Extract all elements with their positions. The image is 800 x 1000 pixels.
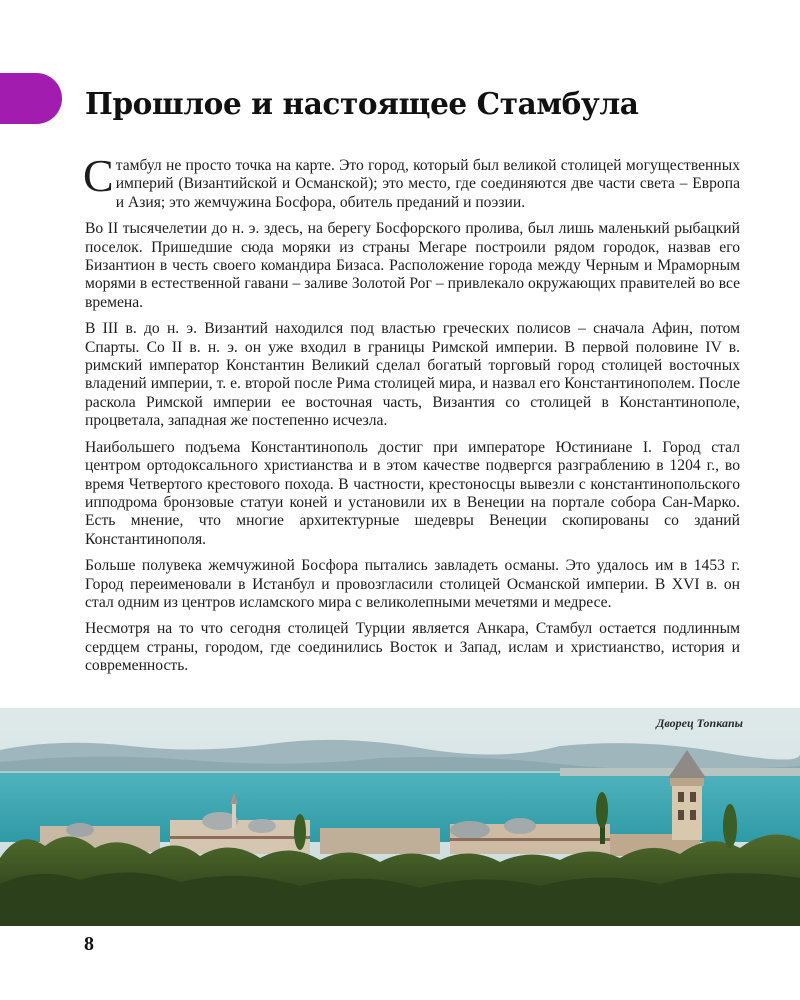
- intro-paragraph: [83, 150, 740, 212]
- topkapi-palace-photo: [0, 708, 800, 926]
- page-title: Прошлое и настоящее Стамбула: [85, 86, 639, 121]
- photo-caption: Дворец Топкапы: [656, 716, 743, 730]
- intro-text: тамбул не просто точка на карте. Это город, который был великой столицей могущественных империй (Византийской и Османской); это место, где соединяются две части света – Европа и Азия; это жемчужина Босфора, обитель преданий и поэзии.: [115, 157, 740, 211]
- paragraph-modern: Несмотря на то что сегодня столицей Турции является Анкара, Стамбул остается подлинным сердцем страны, городом, где соединились Восток и Запад, ислам и христианство, история и современность.: [85, 620, 740, 675]
- chapter-tab-marker: [0, 73, 62, 124]
- article-body: [83, 150, 740, 684]
- drop-cap: С: [83, 150, 114, 201]
- page-number: 8: [84, 933, 94, 955]
- paragraph-fishing-village: Во II тысячелетии до н. э. здесь, на берегу Босфорского пролива, был лишь маленький рыбацкий поселок. Пришедшие сюда моряки из страны Мегаре построили рядом городок, назвав его Бизантион в честь своего командира Бизаса. Расположение города между Черным и Мраморным морями в естественной гавани – заливе Золотой Рог – привлекало окружающих правителей во все времена.: [85, 220, 740, 311]
- paragraph-ottoman: Больше полувека жемчужиной Босфора пытались завладеть османы. Это удалось им в 1453 г. Город переименовали в Истанбул и провозгласили столицей Османской империи. В XVI в. он стал одним из центров исламского мира с великолепными мечетями и медресе.: [85, 557, 740, 611]
- paragraph-justinian: Наибольшего подъема Константинополь достиг при императоре Юстиниане I. Город стал центром ортодоксального христианства и в этом качестве подвергся разграблению в 1204 г., во время Четвертого крестового похода. В частности, крестоносцы вывезли с константинопольского ипподрома бронзовые статуи коней и установили их в Венеции на портале собора Сан-Марко. Есть мнение, что многие архитектурные шедевры Венеции скопированы со зданий Константинополя.: [85, 438, 740, 548]
- paragraph-roman-era: В III в. до н. э. Византий находился под властью греческих полисов – сначала Афин, потом Спарты. Со II в. н. э. он уже входил в границы Римской империи. В первой половине IV в. римский император Константин Великий сделал богатый торговый город столицей восточных владений империи, т. е. второй после Рима столицей мира, и назвал его Константинополем. После раскола Римской империи ее восточная часть, Византия со столицей в Константинополе, процветала, западная же постепенно исчезла.: [85, 320, 740, 430]
